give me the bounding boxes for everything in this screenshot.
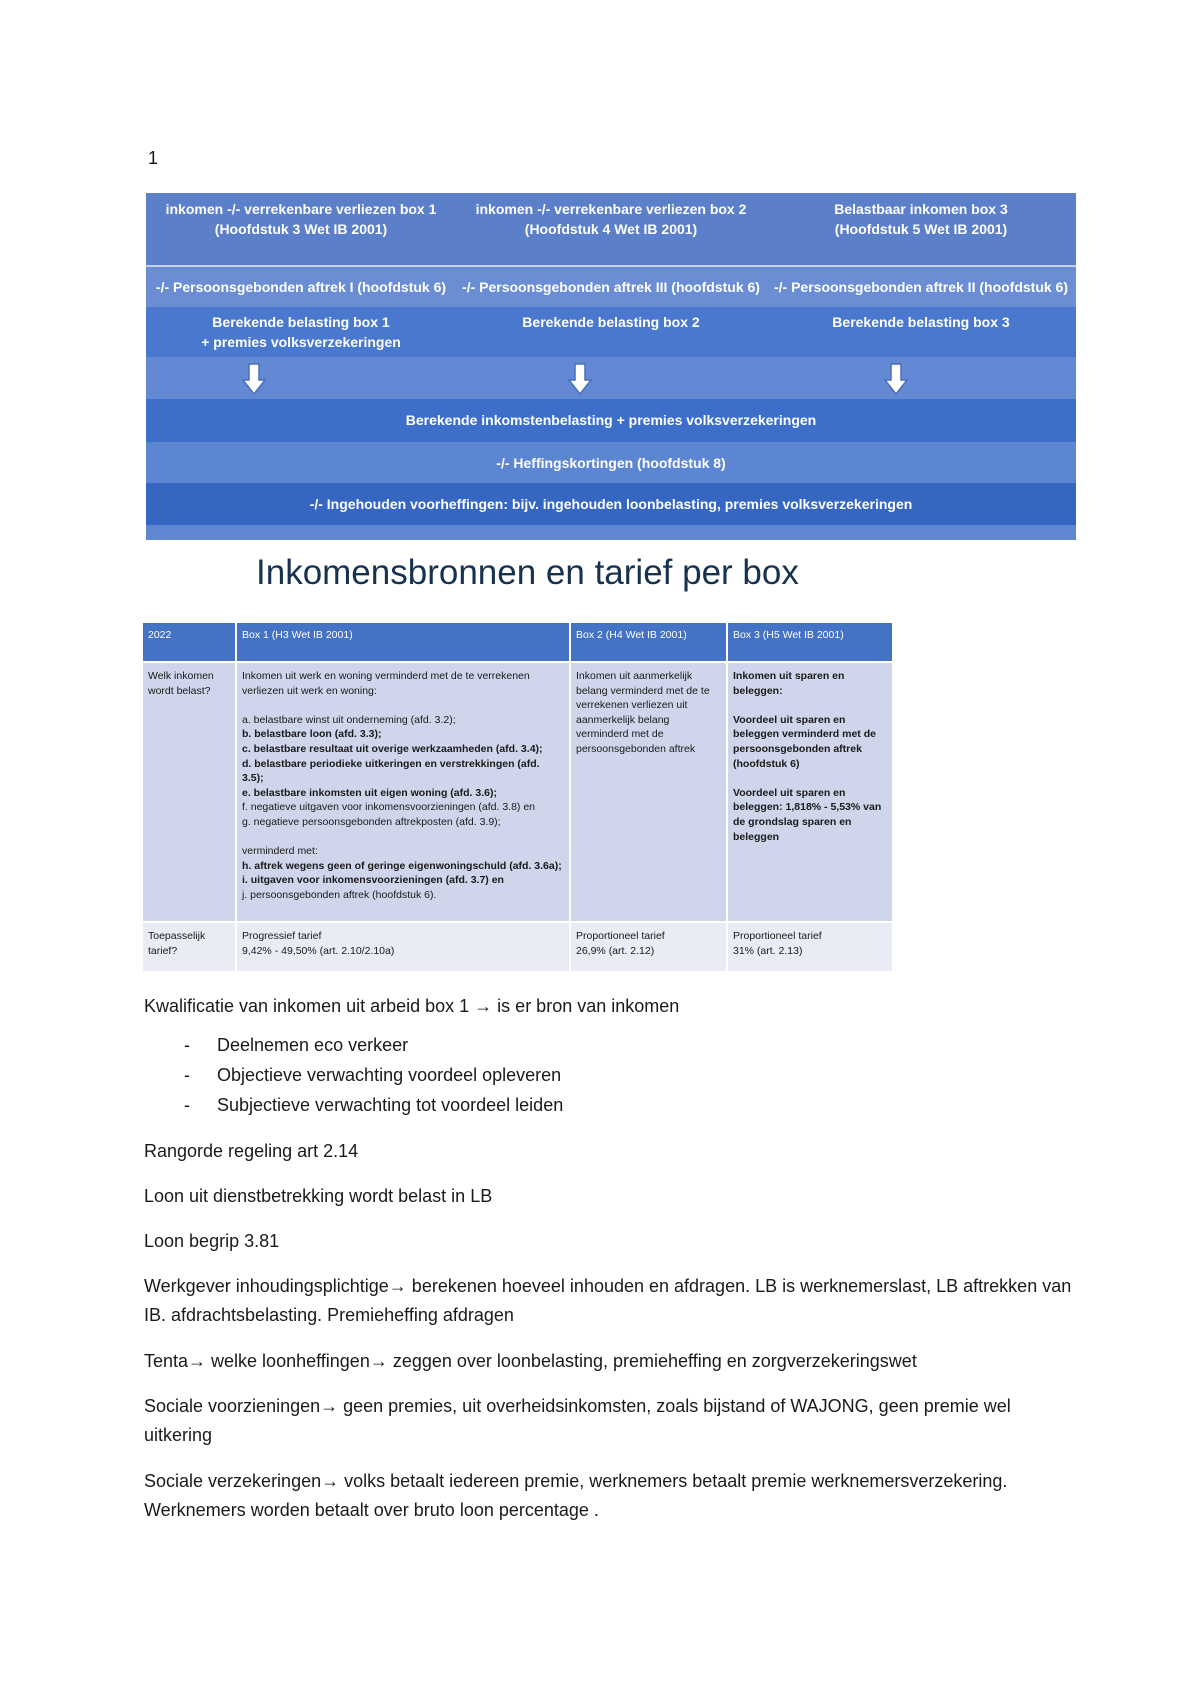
loon-begrip-text: Loon begrip 3.81 xyxy=(144,1231,280,1251)
header-box2 xyxy=(456,199,766,239)
berekend-box1-line2: + premies volksverzekeringen xyxy=(201,334,401,350)
header-box2-sub: (Hoofdstuk 4 Wet IB 2001) xyxy=(524,221,698,237)
box1-minus-label: verminderd met: xyxy=(242,845,318,858)
berekend-box2: Berekende belasting box 2 xyxy=(522,314,700,330)
diagram-voorheffingen-row xyxy=(146,483,1076,525)
box2-pct: 26,9% (art. 2.12) xyxy=(576,944,655,957)
box3-income-cell xyxy=(727,662,893,922)
box1-item-c: c. belastbare resultaat uit overige werkzaamheden (afd. 3.4); xyxy=(242,742,543,755)
totaal-label: Berekende inkomstenbelasting + premies volksverzekeringen xyxy=(405,412,817,428)
box3-tarief: Proportioneel tarief xyxy=(733,930,822,942)
kwalificatie-text: Kwalificatie van inkomen uit arbeid box 1 → is er bron van inkomen xyxy=(144,996,680,1016)
box3-p2: Voordeel uit sparen en beleggen verminderd met de persoonsgebonden aftrek (hoofdstuk 6) xyxy=(733,713,876,770)
row-label-inkomen: Welk inkomen wordt belast? xyxy=(143,662,236,922)
diagram-kortingen-row xyxy=(146,442,1076,483)
table-header-box2: Box 2 (H4 Wet IB 2001) xyxy=(570,623,727,662)
box1-rate-cell xyxy=(236,922,570,971)
box1-item-a: a. belastbare winst uit onderneming (afd. 3.2); xyxy=(242,713,456,726)
box-table xyxy=(143,623,894,971)
sociale-voorzieningen-text: Sociale voorzieningen→ geen premies, uit overheidsinkomsten, zoals bijstand of WAJONG, geen premie wel uitkering xyxy=(144,1396,1011,1445)
diagram-footer-strip xyxy=(146,525,1076,540)
berekend-box1 xyxy=(146,312,456,352)
list-item: - Deelnemen eco verkeer xyxy=(144,1030,563,1060)
box1-intro: Inkomen uit werk en woning verminderd met de te verrekenen verliezen uit werk en woning: xyxy=(242,670,530,697)
box1-item-j: j. persoonsgebonden aftrek (hoofdstuk 6). xyxy=(242,888,437,901)
box2-income-cell: Inkomen uit aanmerkelijk belang verminderd met de te verrekenen verliezen uit aanmerkelijk belang verminderd met de persoonsgebonden aftrek xyxy=(570,662,727,922)
berekend-box3: Berekende belasting box 3 xyxy=(832,314,1010,330)
down-arrow-icon xyxy=(568,363,592,395)
loon-lb-text: Loon uit dienstbetrekking wordt belast in LB xyxy=(144,1186,493,1206)
aftrek-box1: -/- Persoonsgebonden aftrek I (hoofdstuk 6) xyxy=(155,279,447,295)
box1-income-cell xyxy=(236,662,570,922)
down-arrow-icon xyxy=(242,363,266,395)
table-row xyxy=(143,662,893,922)
row-label-tarief: Toepasselijk tarief? xyxy=(143,922,236,971)
header-box1-title: inkomen -/- verrekenbare verliezen box 1 xyxy=(165,201,437,217)
diagram-arrow-row xyxy=(146,357,1076,399)
kortingen-label: -/- Heffingskortingen (hoofdstuk 8) xyxy=(496,455,726,471)
table-header-box3: Box 3 (H5 Wet IB 2001) xyxy=(727,623,893,662)
box1-item-b: b. belastbare loon (afd. 3.3); xyxy=(242,728,382,741)
box3-pct: 31% (art. 2.13) xyxy=(733,944,803,957)
table-header-box1: Box 1 (H3 Wet IB 2001) xyxy=(236,623,570,662)
werkgever-text: Werkgever inhoudingsplichtige→ berekenen hoeveel inhouden en afdragen. LB is werknemerslast, LB aftrekken van IB. afdrachtsbelasting. Premieheffing afdragen xyxy=(144,1276,1072,1325)
tax-calculation-diagram xyxy=(146,193,1076,540)
box1-item-i: i. uitgaven voor inkomensvoorzieningen (afd. 3.7) en xyxy=(242,874,504,887)
box1-item-g: g. negatieve persoonsgebonden aftrekposten (afd. 3.9); xyxy=(242,815,501,828)
header-box3 xyxy=(766,199,1076,239)
box1-tarief: Progressief tarief xyxy=(242,930,322,942)
diagram-totaal-row xyxy=(146,399,1076,442)
box1-item-f: f. negatieve uitgaven voor inkomensvoorzieningen (afd. 3.8) en xyxy=(242,801,536,814)
table-header-year: 2022 xyxy=(143,623,236,662)
box3-rate-cell xyxy=(727,922,893,971)
list-item: - Objectieve verwachting voordeel opleveren xyxy=(144,1060,563,1090)
table-row xyxy=(143,922,893,971)
rangorde-text: Rangorde regeling art 2.14 xyxy=(144,1141,359,1161)
header-box3-title: Belastbaar inkomen box 3 xyxy=(834,201,1008,217)
list-item: - Subjectieve verwachting tot voordeel leiden xyxy=(144,1090,563,1120)
diagram-berekend-row xyxy=(146,307,1076,357)
sociale-verzekeringen-text: Sociale verzekeringen→ volks betaalt iedereen premie, werknemers betaalt premie werknemersverzekering. Werknemers worden betaalt over bruto loon percentage . xyxy=(144,1471,1008,1520)
diagram-header-row xyxy=(146,193,1076,267)
box1-pct: 9,42% - 49,50% (art. 2.10/2.10a) xyxy=(242,944,395,957)
box1-item-e: e. belastbare inkomsten uit eigen woning (afd. 3.6); xyxy=(242,786,497,799)
box3-p3: Voordeel uit sparen en beleggen: 1,818% - 5,53% van de grondslag sparen en beleggen xyxy=(733,786,882,843)
header-box2-title: inkomen -/- verrekenbare verliezen box 2 xyxy=(475,201,747,217)
box2-tarief: Proportioneel tarief xyxy=(576,930,665,942)
berekend-box1-line1: Berekende belasting box 1 xyxy=(212,314,390,330)
box3-p1: Inkomen uit sparen en beleggen: xyxy=(733,670,845,697)
aftrek-box2: -/- Persoonsgebonden aftrek III (hoofdstuk 6) xyxy=(462,279,760,295)
diagram-aftrek-row xyxy=(146,267,1076,307)
table-header-row xyxy=(143,623,893,662)
header-box1 xyxy=(146,199,456,239)
box2-rate-cell xyxy=(570,922,727,971)
page-number: 1 xyxy=(148,148,159,168)
aftrek-box3: -/- Persoonsgebonden aftrek II (hoofdstuk 6) xyxy=(773,279,1069,295)
down-arrow-icon xyxy=(884,363,908,395)
slide-title: Inkomensbronnen en tarief per box xyxy=(256,553,799,592)
box1-item-d: d. belastbare periodieke uitkeringen en verstrekkingen (afd. 3.5); xyxy=(242,757,540,785)
voorheffingen-label: -/- Ingehouden voorheffingen: bijv. ingehouden loonbelasting, premies volksverzekeringen xyxy=(309,496,913,512)
box1-item-h: h. aftrek wegens geen of geringe eigenwoningschuld (afd. 3.6a); xyxy=(242,859,562,872)
header-box3-sub: (Hoofdstuk 5 Wet IB 2001) xyxy=(834,221,1008,237)
bullet-list xyxy=(144,1030,563,1120)
header-box1-sub: (Hoofdstuk 3 Wet IB 2001) xyxy=(214,221,388,237)
tenta-text: Tenta→ welke loonheffingen→ zeggen over loonbelasting, premieheffing en zorgverzekeringswet xyxy=(144,1351,917,1371)
